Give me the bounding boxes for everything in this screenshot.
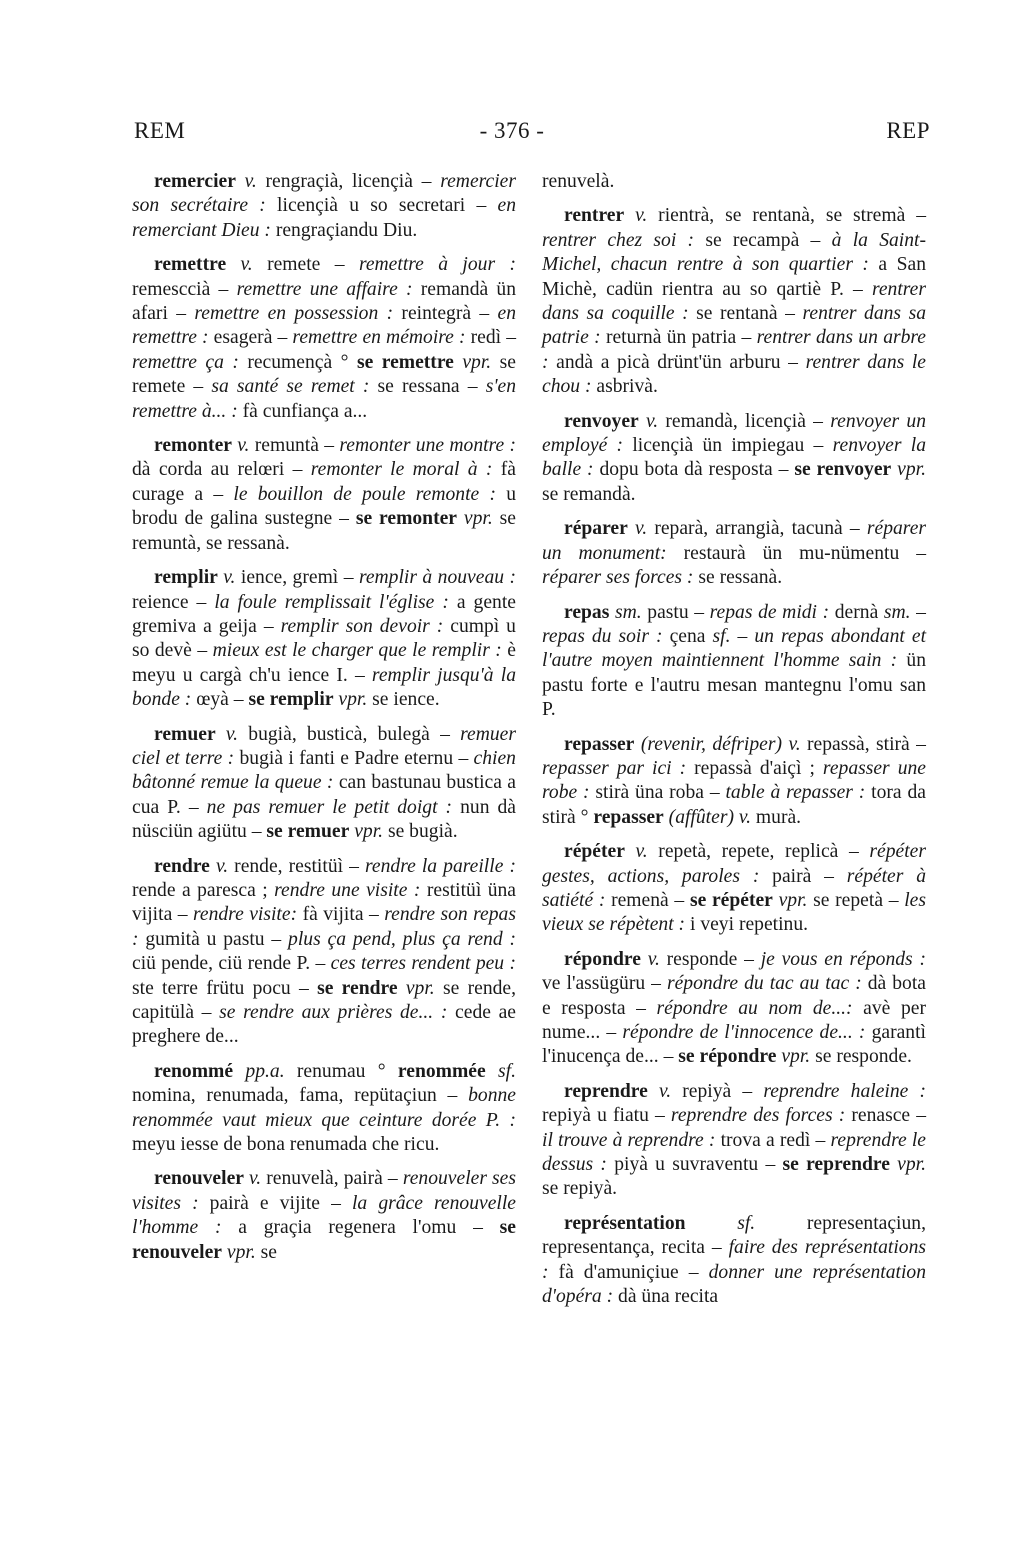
sub-headword: se remettre bbox=[356, 351, 454, 373]
dictionary-entry bbox=[542, 517, 926, 590]
translation-text: cumpì u so devè – bbox=[132, 615, 516, 662]
translation-text bbox=[457, 508, 464, 529]
right-column bbox=[542, 170, 926, 1319]
entry-headword: représentation bbox=[564, 1212, 686, 1234]
translation-text: fà curage a – bbox=[132, 459, 516, 505]
part-of-speech: (revenir, défriper) v. bbox=[640, 733, 801, 755]
translation-text: çena bbox=[662, 625, 713, 647]
sub-headword: se remuer bbox=[266, 821, 350, 843]
entry-headword: repasser bbox=[564, 733, 635, 755]
example-phrase: s'en remettre à... : bbox=[132, 376, 516, 422]
example-phrase: reprendre le dessus : bbox=[542, 1129, 926, 1176]
entry-headword: répondre bbox=[564, 948, 641, 970]
translation-text: se bugià. bbox=[383, 821, 458, 843]
entry-headword: réparer bbox=[564, 518, 628, 540]
translation-text: i veyi repetinu. bbox=[685, 914, 809, 936]
translation-text: fà vijita – bbox=[297, 904, 385, 926]
translation-text: a San Michè, cadün rientra au so qartiè P. – bbox=[542, 254, 926, 300]
example-phrase: il trouve à reprendre : bbox=[542, 1129, 716, 1151]
translation-text: se responde. bbox=[810, 1046, 912, 1068]
translation-text: reience – bbox=[132, 591, 215, 613]
example-phrase: un repas abondant et l'autre moyen maintiennent l'homme sain : bbox=[542, 625, 927, 672]
translation-text: remandà ün afari – bbox=[132, 278, 517, 325]
translation-text: rende, restitüì – bbox=[228, 855, 366, 877]
translation-text: remete – bbox=[252, 254, 359, 276]
translation-text: renumau ° bbox=[284, 1060, 398, 1082]
translation-text: rientrà, se rentanà, se stremà – bbox=[647, 205, 926, 227]
example-phrase: ne pas remuer le petit doigt : bbox=[206, 796, 453, 818]
translation-text: u brodu de galina sustegne – bbox=[132, 483, 516, 530]
sub-headword: se renouveler bbox=[132, 1217, 516, 1263]
dictionary-entry bbox=[542, 840, 926, 938]
dictionary-entry bbox=[132, 434, 516, 556]
translation-text: rengraçiandu Diu. bbox=[270, 219, 418, 241]
translation-text: ün pastu forte e l'autru mesan mantegnu l'omu san P. bbox=[542, 650, 926, 721]
entry-headword: rentrer bbox=[564, 205, 625, 227]
translation-text: se recampà – bbox=[694, 229, 832, 251]
example-phrase: plus ça pend, plus ça rend : bbox=[288, 928, 516, 950]
translation-text: ve l'assügüru – bbox=[542, 973, 667, 995]
translation-text: nomina, renumada, fama, repütaçiun – bbox=[132, 1085, 469, 1107]
translation-text: rengraçià, licençià – bbox=[256, 171, 441, 192]
translation-text: se rende, capitülà – bbox=[132, 977, 517, 1023]
translation-text: licençià u so secretari – bbox=[265, 195, 498, 217]
example-phrase: sa santé se remet : bbox=[211, 376, 370, 398]
example-phrase: rendre une visite : bbox=[274, 879, 421, 901]
example-phrase: vpr. bbox=[354, 821, 384, 843]
example-phrase: remettre une affaire : bbox=[236, 278, 413, 300]
example-phrase: rendre visite: bbox=[192, 904, 298, 926]
translation-text: se repiyà. bbox=[542, 1178, 618, 1200]
sub-headword: se remonter bbox=[355, 508, 457, 530]
example-phrase: repas de midi : bbox=[709, 601, 830, 623]
translation-text: se remuntà, se ressanà. bbox=[132, 508, 516, 554]
dictionary-entry bbox=[542, 601, 926, 723]
example-phrase: remettre en possession : bbox=[194, 303, 394, 325]
entry-headword: remplir bbox=[154, 567, 218, 589]
translation-text: tora da stirà ° bbox=[542, 782, 926, 828]
example-phrase: vpr. bbox=[226, 1241, 256, 1263]
entry-headword: remettre bbox=[154, 254, 227, 276]
example-phrase: rendre la pareille : bbox=[365, 855, 516, 877]
translation-text: ciü pende, ciü rende P. – bbox=[132, 953, 331, 975]
part-of-speech: pp.a. bbox=[245, 1060, 285, 1082]
dictionary-entry bbox=[132, 566, 516, 712]
translation-text: se rentanà – bbox=[688, 303, 803, 325]
part-of-speech: v. bbox=[237, 435, 250, 457]
sub-headword: repasser bbox=[593, 806, 664, 828]
example-phrase: répondre du tac au tac : bbox=[666, 973, 862, 995]
example-phrase: rendre son repas : bbox=[132, 904, 516, 950]
example-phrase: répondre de l'innocence de... : bbox=[622, 1022, 866, 1043]
dictionary-entry bbox=[542, 1080, 926, 1202]
entry-headword: répéter bbox=[564, 841, 625, 863]
header-right-guideword: REP bbox=[886, 118, 930, 143]
example-phrase: renvoyer un employé : bbox=[542, 410, 926, 457]
translation-text: garantì l'inucença de... – bbox=[542, 1022, 926, 1068]
dictionary-entry bbox=[542, 204, 926, 399]
translation-text: dà üna recita bbox=[613, 1286, 719, 1308]
translation-text: dopu bota dà resposta – bbox=[593, 459, 795, 481]
translation-text: representaçiun, representança, recita – bbox=[542, 1212, 926, 1259]
dictionary-entry bbox=[542, 410, 926, 508]
translation-text: se remandà. bbox=[542, 483, 636, 505]
page-number: - 376 - bbox=[479, 118, 545, 143]
translation-text: se repetà – bbox=[807, 889, 905, 911]
example-phrase: bonne renommée vaut mieux que ceinture dorée P. : bbox=[132, 1085, 516, 1131]
entry-headword: rendre bbox=[154, 855, 210, 877]
example-phrase: répéter à satiété : bbox=[542, 865, 926, 911]
translation-text: esagerà – bbox=[208, 327, 293, 349]
part-of-speech: v. bbox=[647, 948, 660, 970]
part-of-speech: v. bbox=[646, 410, 659, 432]
example-phrase: se rendre aux prières de... : bbox=[219, 1002, 448, 1023]
translation-text: repetà, repete, replicà – bbox=[647, 841, 870, 863]
example-phrase: rentrer chez soi : bbox=[542, 229, 695, 251]
example-phrase: sf. bbox=[712, 625, 731, 647]
example-phrase: le bouillon de poule remonte : bbox=[233, 483, 496, 505]
example-phrase: vpr. bbox=[778, 889, 808, 911]
translation-text: repiyà – bbox=[671, 1080, 764, 1102]
dictionary-entry bbox=[132, 723, 516, 845]
dictionary-entry bbox=[542, 948, 926, 1070]
example-phrase: remettre en mémoire : bbox=[292, 327, 466, 349]
example-phrase: en remettre : bbox=[132, 303, 516, 349]
example-phrase: réparer un monument: bbox=[542, 518, 927, 564]
example-phrase: table à repasser : bbox=[725, 782, 866, 804]
translation-text: pairà e vijite – bbox=[198, 1192, 352, 1214]
part-of-speech: v. bbox=[225, 723, 239, 745]
sub-headword: se renvoyer bbox=[794, 459, 892, 481]
translation-text: ience, gremì – bbox=[235, 567, 359, 589]
example-phrase: renvoyer la balle : bbox=[542, 435, 926, 481]
translation-text: è meyu u cargà ch'u ience I. – bbox=[132, 640, 516, 686]
example-phrase: en remerciant Dieu : bbox=[132, 195, 516, 241]
example-phrase: donner une représentation d'opéra : bbox=[542, 1261, 926, 1308]
translation-text: se ressanà. bbox=[693, 567, 783, 589]
translation-text: gumità u pastu – bbox=[138, 928, 289, 950]
translation-text: remescсià – bbox=[132, 278, 237, 300]
example-phrase: remplir à nouveau : bbox=[358, 567, 517, 589]
example-phrase: réparer ses forces : bbox=[542, 567, 694, 589]
translation-text: se bbox=[255, 1241, 277, 1263]
translation-text: piyà u suvraventu – bbox=[606, 1154, 783, 1176]
example-phrase: remonter une montre : bbox=[339, 435, 516, 457]
translation-text: se ience. bbox=[367, 689, 440, 711]
example-phrase: vpr. bbox=[897, 459, 926, 481]
example-phrase: vpr. bbox=[463, 508, 493, 530]
translation-text: asbrivà. bbox=[591, 376, 658, 398]
translation-text: pairà – bbox=[759, 865, 847, 887]
example-phrase: rentrer dans sa coquille : bbox=[542, 278, 926, 325]
sub-headword: se reprendre bbox=[782, 1154, 890, 1176]
translation-text: murà. bbox=[751, 806, 802, 828]
example-phrase: remplir jusqu'à la bonde : bbox=[132, 664, 516, 711]
dictionary-entry bbox=[132, 253, 516, 424]
left-column bbox=[132, 170, 516, 1275]
translation-text: remuntà – bbox=[249, 435, 340, 457]
entry-headword: repas bbox=[564, 601, 610, 623]
translation-text: repassà, stirà – bbox=[800, 733, 926, 755]
example-phrase: mieux est le charger que le remplir : bbox=[212, 640, 502, 662]
translation-text: meyu iesse de bona renumada che ricu. bbox=[132, 1134, 440, 1156]
example-phrase: (affûter) v. bbox=[668, 806, 752, 828]
example-phrase: à la Saint-Michel, chacun rentre à son quartier : bbox=[542, 229, 927, 276]
translation-text: can bastunau bustica a cua P. – bbox=[132, 772, 516, 818]
sub-headword: se remplir bbox=[248, 689, 334, 711]
translation-text: œyà – bbox=[191, 689, 249, 711]
example-phrase: vpr. bbox=[781, 1046, 811, 1068]
example-phrase: rentrer dans le chou : bbox=[542, 351, 926, 398]
translation-text: repiyà u fiatu – bbox=[542, 1105, 671, 1127]
part-of-speech: v. bbox=[223, 567, 236, 589]
example-phrase: répondre au nom de...: bbox=[656, 997, 853, 1019]
entry-headword: renvoyer bbox=[564, 410, 639, 432]
part-of-speech: v. bbox=[249, 1168, 262, 1190]
example-phrase: répéter gestes, actions, paroles : bbox=[542, 841, 926, 887]
example-phrase: chien bâtonné remue la queue : bbox=[132, 747, 516, 794]
translation-text: dernà bbox=[829, 601, 884, 623]
part-of-speech: v. bbox=[658, 1080, 672, 1102]
translation-text: dà corda au relœri – bbox=[132, 459, 311, 481]
example-phrase: repasser par ici : bbox=[542, 757, 687, 779]
translation-text: cede ae preghere de... bbox=[132, 1002, 517, 1048]
translation-text: dà bota e resposta – bbox=[542, 973, 926, 1019]
translation-text: restitüì üna vijita – bbox=[132, 879, 516, 926]
example-phrase: vpr. bbox=[897, 1154, 927, 1176]
example-phrase: remplir son devoir : bbox=[280, 615, 444, 637]
translation-text: restaurà ün mu-nümentu – bbox=[666, 542, 926, 564]
example-phrase: rentrer dans sa patrie : bbox=[542, 303, 926, 349]
part-of-speech: sm. bbox=[614, 601, 642, 623]
translation-text: andà a picà drünt'ün arburu – bbox=[548, 351, 806, 373]
translation-text: reparà, arrangià, tacunà – bbox=[647, 518, 867, 540]
sub-headword: se répondre bbox=[678, 1046, 777, 1068]
example-phrase: renouveler ses visites : bbox=[132, 1168, 516, 1214]
part-of-speech: v. bbox=[244, 171, 257, 192]
translation-text: a graçia regenera l'omu – bbox=[221, 1217, 500, 1239]
example-phrase: faire des représentations : bbox=[542, 1237, 926, 1283]
example-phrase: repasser une robe : bbox=[542, 757, 926, 804]
translation-text: recumençà ° bbox=[238, 351, 357, 373]
translation-text: nun dà nüsciün agiütu – bbox=[132, 796, 517, 843]
example-phrase: sm. bbox=[883, 601, 911, 623]
entry-headword: remonter bbox=[154, 435, 232, 457]
part-of-speech: sf. bbox=[737, 1212, 756, 1234]
translation-text: a gente gremiva a geija – bbox=[132, 591, 516, 637]
sub-headword: renommée bbox=[397, 1060, 486, 1082]
example-phrase: ces terres rendent peu : bbox=[330, 953, 516, 975]
dictionary-entry bbox=[542, 170, 926, 194]
example-phrase: la foule remplissait l'église : bbox=[214, 591, 449, 613]
translation-text: licençià ün impiegau – bbox=[623, 435, 833, 457]
example-phrase: je vous en réponds : bbox=[760, 948, 926, 970]
entry-headword: renommé bbox=[154, 1060, 234, 1082]
dictionary-entry bbox=[542, 1212, 926, 1310]
translation-text: reintegrà – bbox=[393, 303, 498, 325]
translation-text: renuvelà, pairà – bbox=[261, 1168, 403, 1190]
translation-text: repassà d'aiçì ; bbox=[686, 757, 823, 779]
translation-text: fà d'amuniçiue – bbox=[548, 1261, 709, 1283]
translation-text: remandà, licençià – bbox=[658, 410, 831, 432]
header-left-guideword: REM bbox=[134, 118, 186, 143]
entry-headword: renouveler bbox=[154, 1168, 244, 1190]
example-phrase: les vieux se répètent : bbox=[542, 889, 926, 936]
example-phrase: repas du soir : bbox=[542, 625, 663, 647]
translation-text: fà cunfiança a... bbox=[237, 400, 368, 422]
entry-headword: remercier bbox=[154, 171, 236, 192]
example-phrase: reprendre des forces : bbox=[670, 1105, 846, 1127]
translation-text: rende a paresca ; bbox=[132, 879, 275, 901]
translation-text: pastu – bbox=[641, 601, 710, 623]
translation-text: remenà – bbox=[605, 889, 690, 911]
translation-text: responde – bbox=[659, 948, 761, 970]
dictionary-entry bbox=[542, 733, 926, 831]
part-of-speech: v. bbox=[635, 518, 648, 540]
translation-text: se remete – bbox=[132, 351, 516, 398]
dictionary-entry bbox=[132, 170, 516, 243]
translation-text: redì – bbox=[465, 327, 516, 349]
translation-text bbox=[398, 978, 406, 999]
part-of-speech: v. bbox=[635, 841, 648, 863]
part-of-speech: v. bbox=[215, 855, 229, 877]
translation-text bbox=[486, 1061, 498, 1082]
translation-text: – bbox=[910, 601, 926, 623]
entry-headword: reprendre bbox=[564, 1080, 648, 1102]
example-phrase: remettre à jour : bbox=[358, 254, 516, 276]
translation-text: ste terre frütu pocu – bbox=[132, 977, 318, 999]
example-phrase: remonter le moral à : bbox=[310, 459, 493, 481]
example-phrase: reprendre haleine : bbox=[763, 1080, 927, 1102]
translation-text: returnà ün patria – bbox=[600, 327, 757, 349]
translation-text: renasce – bbox=[845, 1105, 927, 1127]
example-phrase: remercier son secrétaire : bbox=[132, 171, 517, 217]
example-phrase: la grâce renouvelle l'homme : bbox=[132, 1192, 516, 1239]
translation-text: se ressana – bbox=[369, 376, 486, 398]
translation-text: bugià, busticà, bulegà – bbox=[238, 723, 461, 745]
example-phrase: sf. bbox=[498, 1060, 516, 1082]
example-phrase: vpr. bbox=[338, 689, 368, 711]
translation-text: bugià i fanti e Padre eternu – bbox=[234, 747, 474, 769]
part-of-speech: v. bbox=[240, 254, 253, 276]
dictionary-entry bbox=[132, 855, 516, 1050]
translation-text: trova a redì – bbox=[715, 1129, 831, 1151]
example-phrase: vpr. bbox=[405, 977, 435, 999]
example-phrase: vpr. bbox=[462, 351, 492, 373]
dictionary-entry bbox=[132, 1167, 516, 1265]
part-of-speech: v. bbox=[635, 205, 648, 227]
dictionary-entry bbox=[132, 1060, 516, 1158]
translation-text: stirà üna roba – bbox=[589, 782, 726, 804]
example-phrase: rentrer dans un arbre : bbox=[542, 327, 927, 373]
example-phrase: remettre ça : bbox=[132, 351, 239, 373]
translation-text: avè per nume... – bbox=[542, 997, 926, 1043]
translation-text: renuvelà. bbox=[542, 171, 615, 192]
sub-headword: se répéter bbox=[689, 889, 773, 911]
translation-text: – bbox=[730, 625, 755, 647]
entry-headword: remuer bbox=[154, 723, 216, 745]
example-phrase: remuer ciel et terre : bbox=[132, 723, 516, 769]
sub-headword: se rendre bbox=[317, 977, 398, 999]
